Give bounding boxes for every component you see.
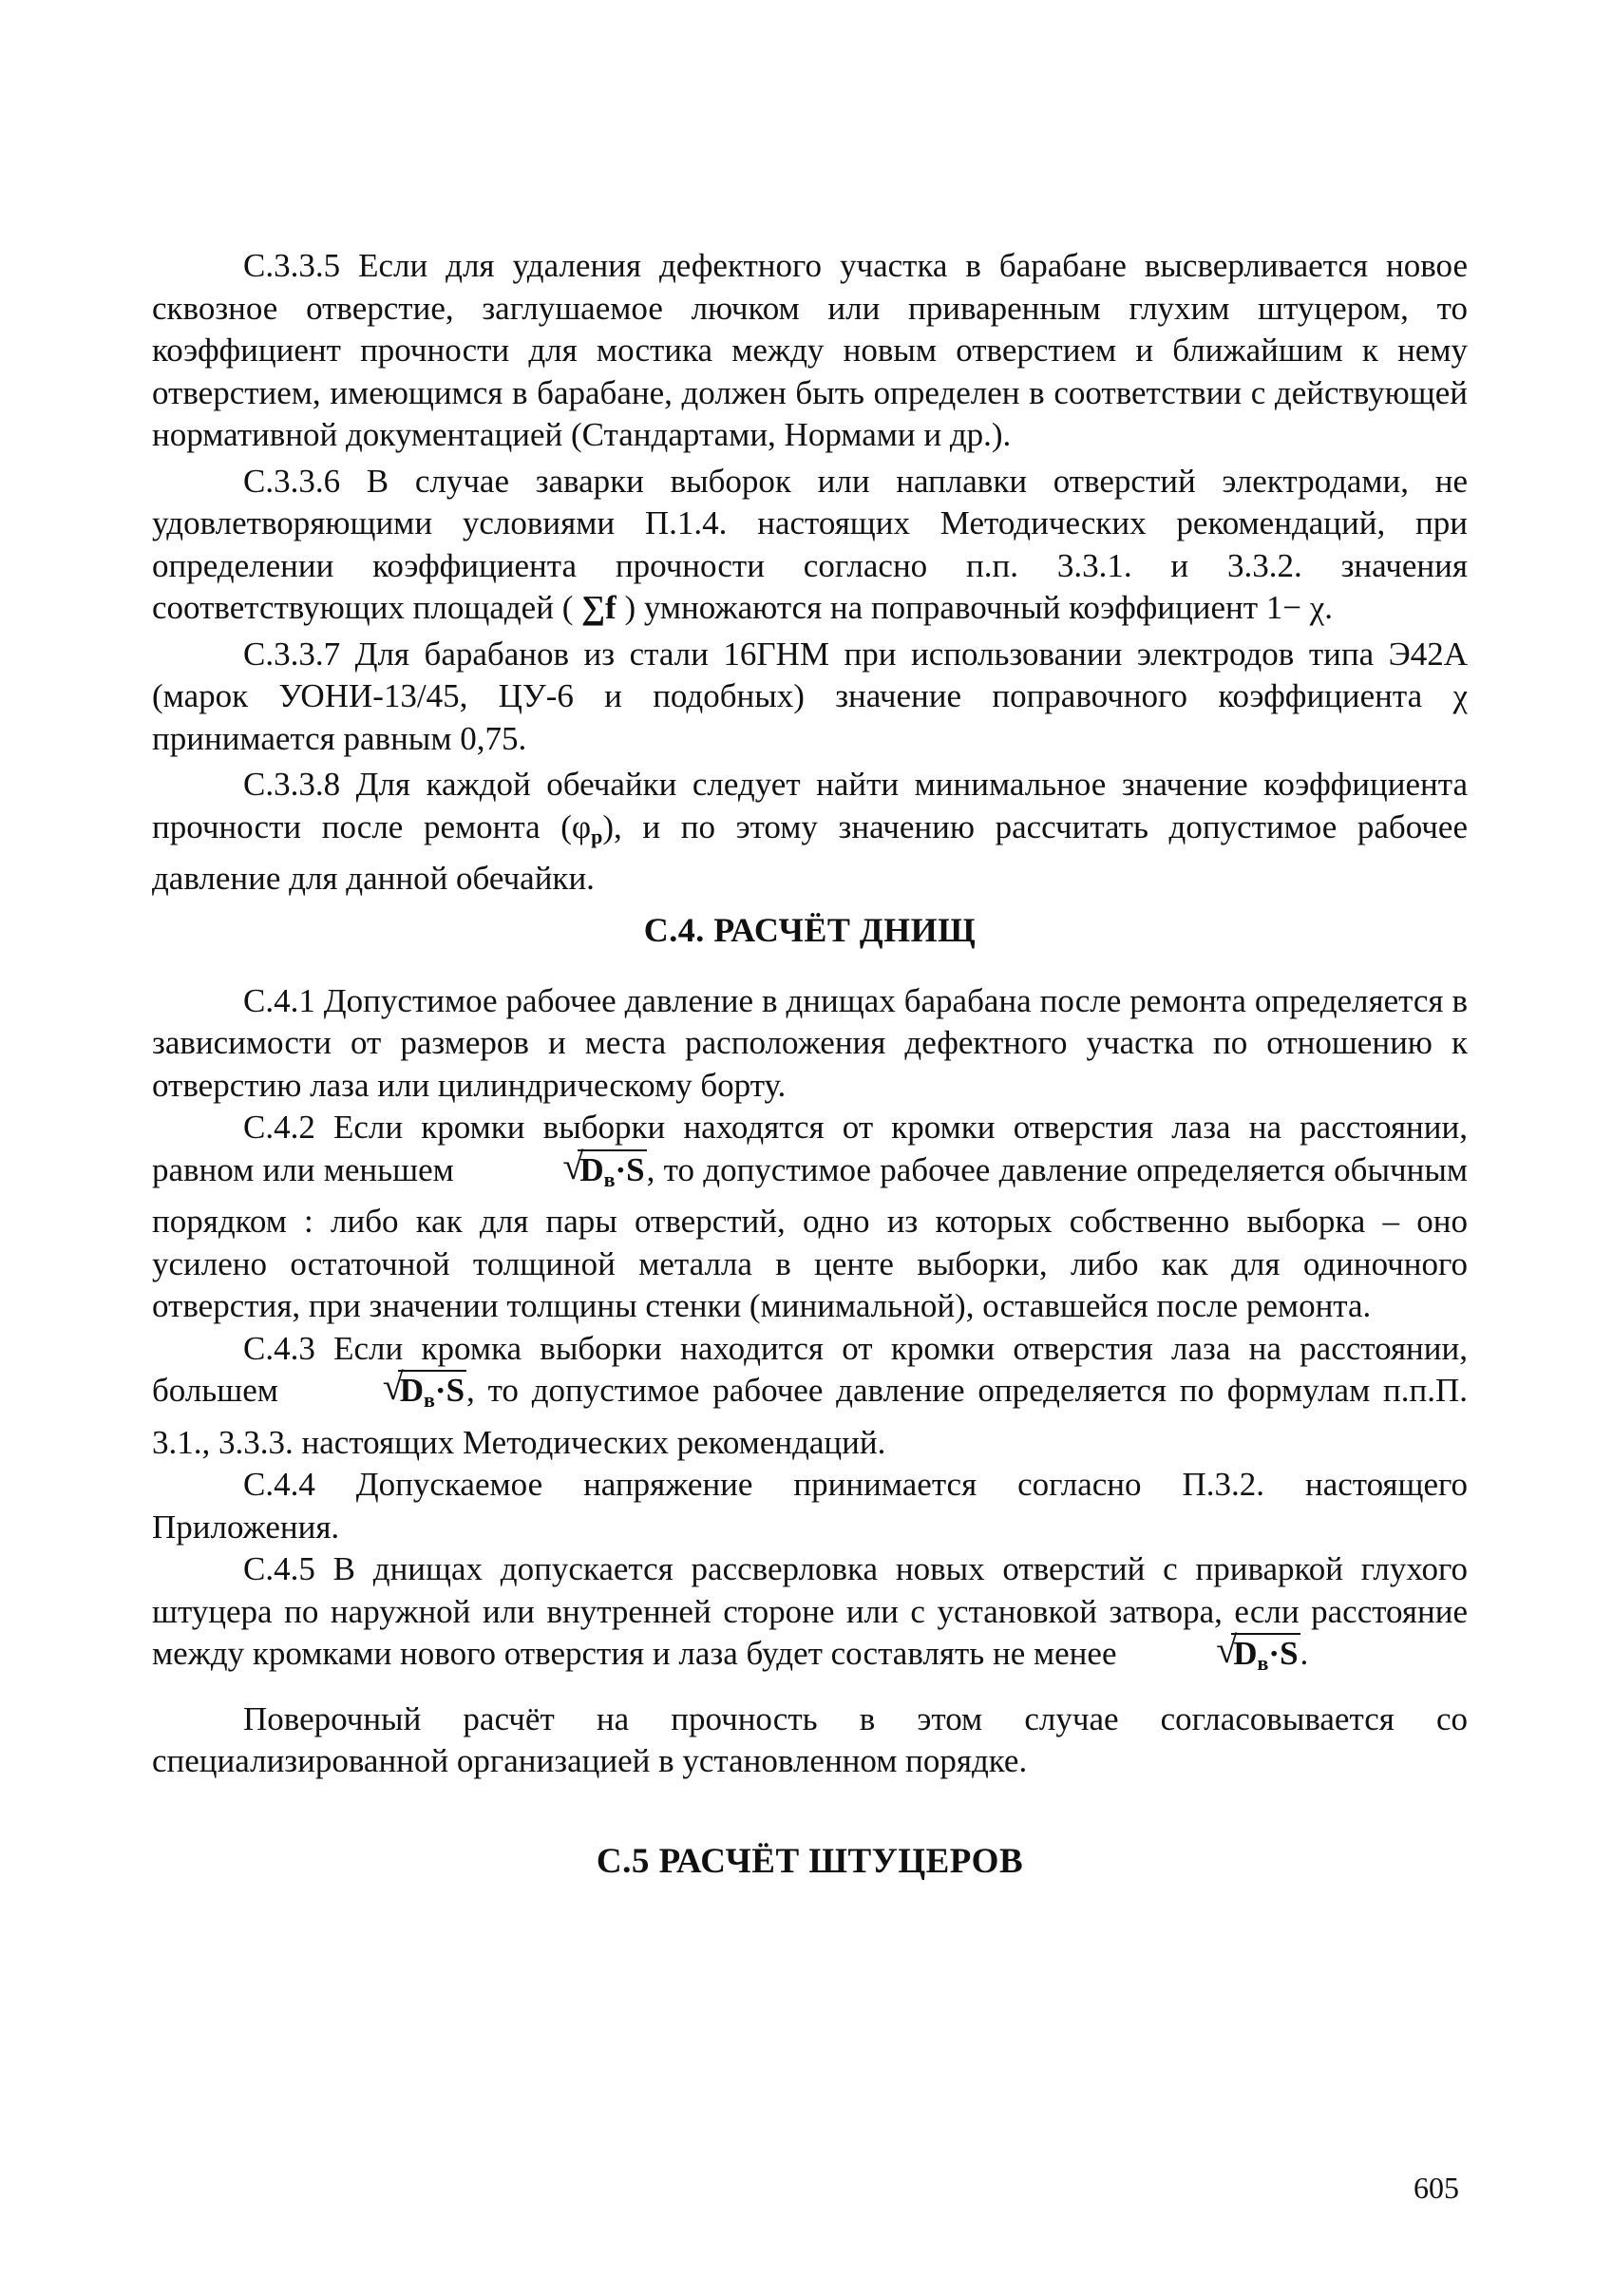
formula-d: D	[579, 1150, 604, 1188]
formula-sub: в	[1257, 1651, 1269, 1675]
paragraph-verify: Поверочный расчёт на прочность в этом случае согласовывается со специализированной организацией в установленном порядке.	[152, 1699, 1468, 1779]
page-number: 605	[1414, 2171, 1459, 2205]
c42-text-a: С.4.2 Если кромки выборки находятся от кромки отверстия лаза на расстоянии, равном или меньшем	[152, 1109, 1468, 1188]
phi-subscript: р	[591, 824, 603, 848]
sum-f-symbol: ∑f	[581, 589, 617, 626]
heading-c5: С.5 РАСЧЁТ ШТУЦЕРОВ	[596, 1841, 1024, 1881]
c43-text-b: , то допустимое рабочее давление определяется по формулам п.п.П. 3.1., 3.3.3. настоящих Методических рекомендаций.	[152, 1372, 1469, 1461]
c337-text-b: χ принимается равным 0,75.	[152, 677, 1468, 757]
paragraph-c43	[152, 1328, 1468, 1465]
formula-s: ·S	[615, 1150, 645, 1188]
formula-s: ·S	[434, 1372, 465, 1409]
sqrt-formula	[1125, 1633, 1300, 1685]
paragraph-c41: С.4.1 Допустимое рабочее давление в днищах барабана после ремонта определяется в зависимости от размеров и места расположения дефектного участка по отношению к отверстию лаза или цилиндрическому борту.	[152, 981, 1468, 1104]
formula-d: D	[1233, 1635, 1258, 1672]
c337-text-a: С.3.3.7 Для барабанов из стали 16ГНМ при использовании электродов типа Э42А (марок УОНИ-13/45, ЦУ-6 и подобных) значение поправочного коэффициента	[152, 635, 1468, 714]
paragraph-c337	[152, 634, 1468, 761]
paragraph-c336	[152, 461, 1468, 630]
paragraph-c45	[152, 1548, 1468, 1685]
c45-text-b: .	[1300, 1635, 1309, 1672]
document-page	[152, 245, 1468, 1886]
paragraph-c338	[152, 764, 1468, 901]
paragraph-c44: С.4.4 Допускаемое напряжение принимается согласно П.3.2. настоящего Приложения.	[152, 1466, 1468, 1546]
heading-c4: С.4. РАСЧЁТ ДНИЩ	[643, 910, 977, 949]
formula-d: D	[399, 1372, 425, 1409]
formula-sub: в	[424, 1388, 435, 1412]
c43-text-a: С.4.3 Если кромка выборки находится от кромки отверстия лаза на расстоянии, большем	[152, 1329, 1468, 1409]
c338-text-b: ), и по этому значению рассчитать допустимое рабочее давление для данной обечайки.	[152, 807, 1468, 897]
c45-text-a: С.4.5 В днищах допускается рассверловка новых отверстий с приваркой глухого штуцера по наружной или внутренней стороне или с установкой затвора, если расстояние между кромками нового отверстия и лаза будет составлять не менее	[152, 1550, 1468, 1672]
paragraph-c42	[152, 1107, 1468, 1328]
c336-text-a: С.3.3.6 В случае заварки выборок или наплавки отверстий электродами, не удовлетворяющими условиями П.1.4. настоящих Методических рекомендаций, при определении коэффициента прочности согласно п.п. 3.3.1. и 3.3.2. значения соответствующих площадей (	[152, 462, 1468, 626]
formula-s: ·S	[1268, 1635, 1299, 1672]
paragraph-c335: С.3.3.5 Если для удаления дефектного участка в барабане высверливается новое сквозное отверстие, заглушаемое лючком или приваренным глухим штуцером, то коэффициент прочности для мостика между новым отверстием и ближайшим к нему отверстием, имеющимся в барабане, должен быть определен в соответствии с действующей нормативной документацией (Стандартами, Нормами и др.).	[152, 247, 1468, 453]
sqrt-formula	[471, 1149, 646, 1202]
c336-text-b: ) умножаются на поправочный коэффициент 1− χ.	[624, 589, 1334, 626]
c42-text-b: , то допустимое рабочее давление определяется обычным порядком : либо как для пары отверстий, одно из которых собственно выборка – оно усилено остаточной толщиной металла в центе выборки, либо как для одиночного отверстия, при значении толщины стенки (минимальной), оставшейся после ремонта.	[152, 1150, 1468, 1324]
c338-text-a: С.3.3.8 Для каждой обечайки следует найти минимальное значение коэффициента прочности после ремонта (φ	[152, 766, 1468, 845]
formula-sub: в	[603, 1167, 616, 1191]
sqrt-formula	[292, 1370, 466, 1422]
